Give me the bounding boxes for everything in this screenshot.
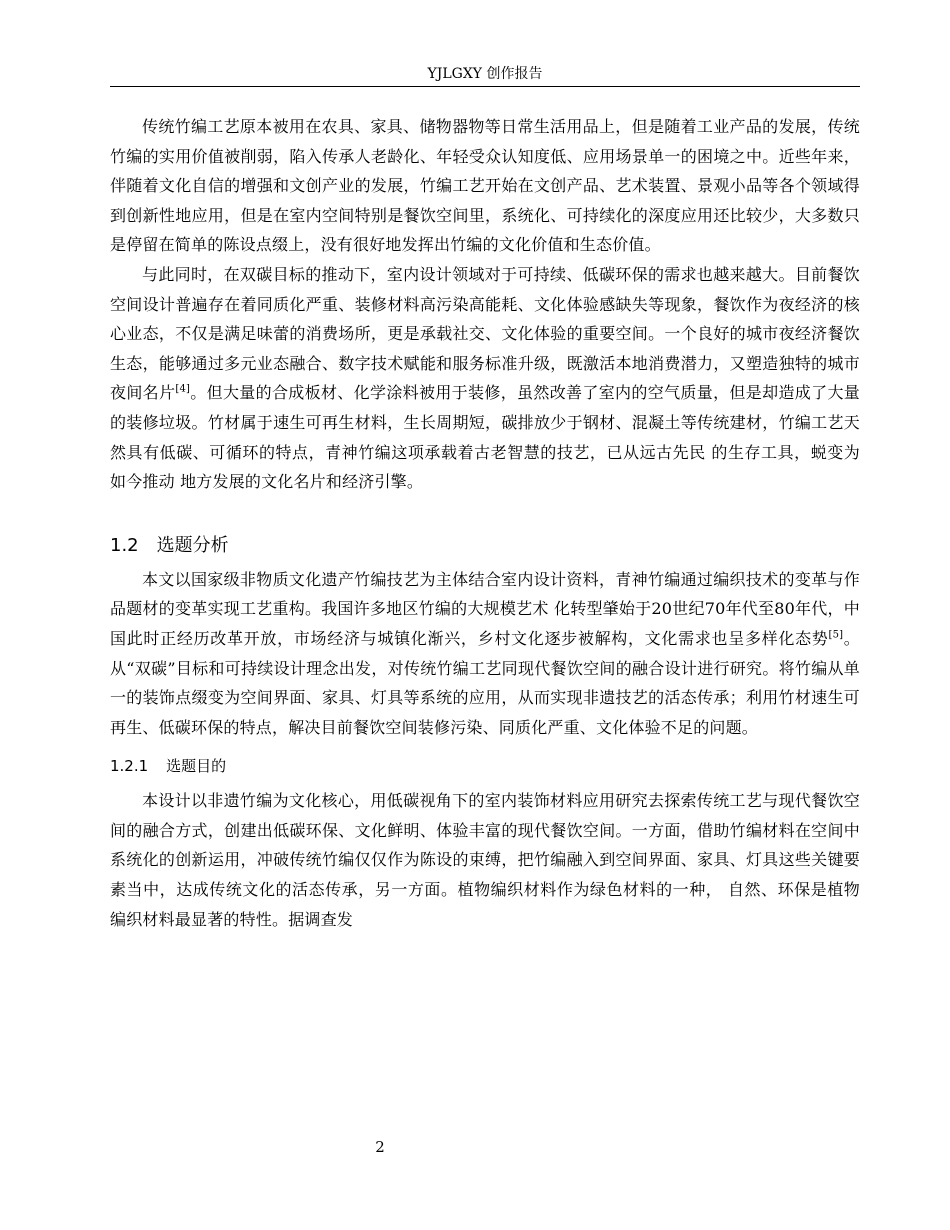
section-number: 1.2.1: [110, 757, 149, 776]
paragraph-text: 。从“双碳”目标和可持续设计理念出发，对传统竹编工艺同现代餐饮空间的融合设计进行研究。将竹编从单一的装饰点缀变为空间界面、家具、灯具等系统的应用，从而实现非遗技艺的活态传承；利用竹材速生可再生、低碳环保的特点，解决目前餐饮空间装修污染、同质化严重、文化体验不足的问题。: [110, 628, 860, 737]
paragraph-text: 与此同时，在双碳目标的推动下，室内设计领域对于可持续、低碳环保的需求也越来越大。目前餐饮空间设计普遍存在着同质化严重、装修材料高污染高能耗、文化体验感缺失等现象，餐饮作为夜经济的核心业态，不仅是满足味蕾的消费场所，更是承载社交、文化体验的重要空间。一个良好的城市夜经济餐饮生态，能够通过多元业态融合、数字技术赋能和服务标准升级，既激活本地消费潜力，又塑造独特的城市夜间名片: [110, 264, 860, 403]
page-header: [110, 64, 860, 87]
page-number: 2: [375, 1138, 385, 1156]
citation-ref: [4]: [175, 384, 191, 396]
section-heading-1-2: [110, 533, 860, 559]
header-title: YJLGXY 创作报告: [427, 66, 543, 82]
section-title: 选题分析: [156, 534, 229, 556]
body-paragraph-2: [110, 260, 860, 497]
paragraph-text: 。但大量的合成板材、化学涂料被用于装修，虽然改善了室内的空气质量，但是却造成了大量的装修垃圾。竹材属于速生可再生材料，生长周期短，碳排放少于钢材、混凝土等传统建材，竹编工艺天然具有低碳、可循环的特点，青神竹编这项承载着古老智慧的技艺，已从远古先民 的生存工具，蜕变为如今推动 地方发展的文化名片和经济引擎。: [110, 383, 860, 492]
body-paragraph-1: 传统竹编工艺原本被用在农具、家具、储物器物等日常生活用品上，但是随着工业产品的发展，传统竹编的实用价值被削弱，陷入传承人老龄化、年轻受众认知度低、应用场景单一的困境之中。近些年来，伴随着文化自信的增强和文创产业的发展，竹编工艺开始在文创产品、艺术装置、景观小品等各个领域得到创新性地应用，但是在室内空间特别是餐饮空间里，系统化、可持续化的深度应用还比较少，大多数只是停留在简单的陈设点缀上，没有很好地发挥出竹编的文化价值和生态价值。: [110, 117, 860, 255]
document-body: [110, 112, 860, 934]
section-heading-1-2-1: [110, 754, 860, 778]
section-number: 1.2: [110, 534, 139, 556]
citation-ref: [5]: [828, 629, 844, 641]
body-paragraph-4: 本设计以非遗竹编为文化核心，用低碳视角下的室内装饰材料应用研究去探索传统工艺与现代餐饮空间的融合方式，创建出低碳环保、文化鲜明、体验丰富的现代餐饮空间。一方面，借助竹编材料在空间中系统化的创新运用，冲破传统竹编仅仅作为陈设的束缚，把竹编融入到空间界面、家具、灯具这些关键要素当中，达成传统文化的活态传承，另一方面。植物编织材料作为绿色材料的一种， 自然、环保是植物编织材料最显著的特性。据调查发: [110, 791, 860, 929]
body-paragraph-3: [110, 565, 860, 743]
section-title: 选题目的: [166, 757, 227, 776]
paragraph-text: 本文以国家级非物质文化遗产竹编技艺为主体结合室内设计资料，青神竹编通过编织技术的变革与作品题材的变革实现工艺重构。我国许多地区竹编的大规模艺术 化转型肇始于20世纪70年代至80年代，中国此时正经历改革开放，市场经济与城镇化渐兴，乡村文化逐步被解构，文化需求也呈多样化态势: [110, 569, 860, 648]
